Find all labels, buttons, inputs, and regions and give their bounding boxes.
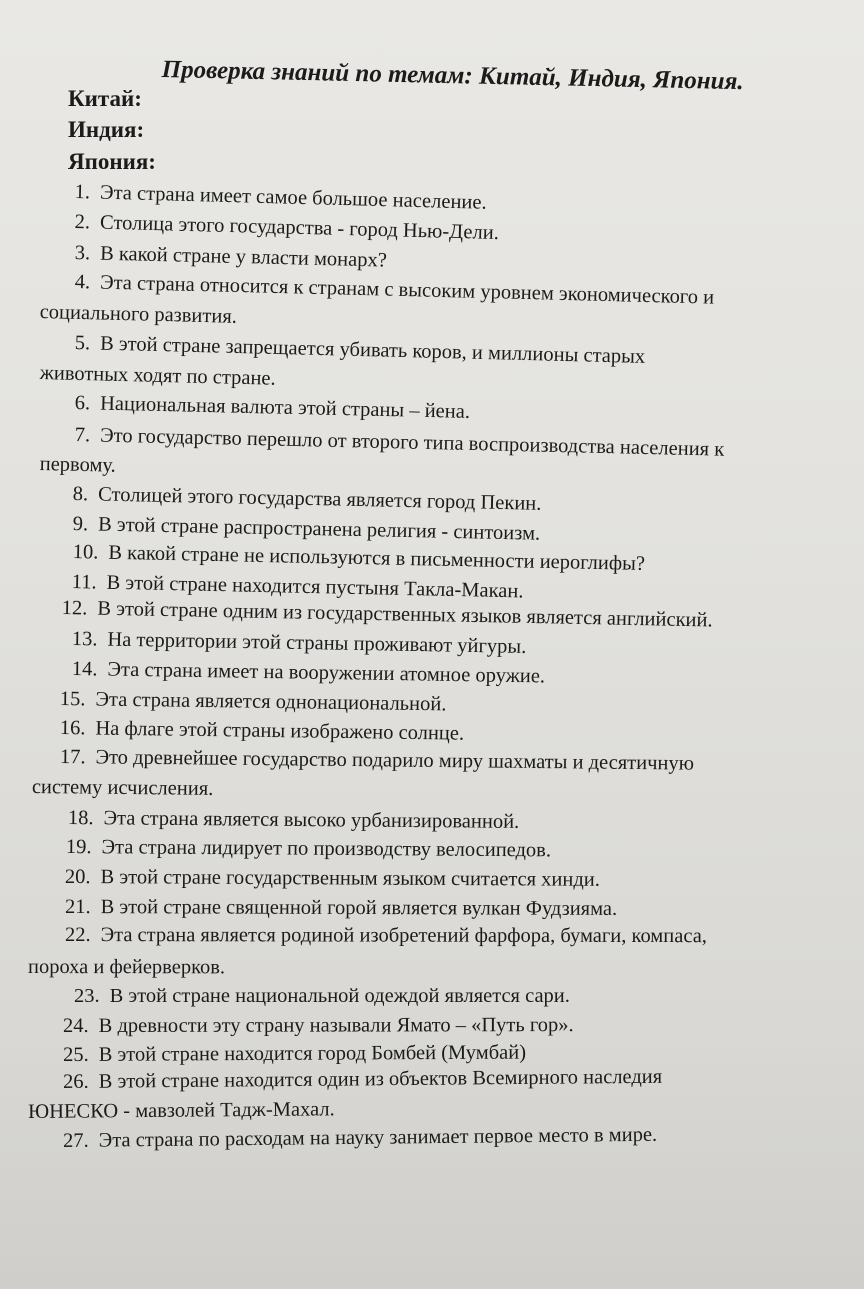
question-text: На территории этой страны проживают уйгуры. [107,628,527,658]
question-text: Это древнейшее государство подарило миру шахматы и десятичную [95,746,695,775]
question-text: В этой стране распространена религия - синтоизм. [97,513,541,545]
question-item [74,424,724,462]
country-label-india: Индия: [68,117,145,142]
question-number: 21. [64,896,91,919]
question-number: 14. [71,658,98,681]
question-text: В какой стране у власти монарх? [99,242,388,272]
question-item [72,658,546,688]
question-text: Эта страна лидирует по производству велосипедов. [101,836,552,862]
question-item [60,688,447,716]
question-item [63,1124,657,1153]
question-number: 9. [72,513,89,536]
question-item [74,211,499,245]
question-text: В древности эту страну называли Ямато – «Путь гор». [98,1014,574,1037]
page-title: Проверка знаний по темам: Китай, Индия, Япония. [161,56,744,96]
question-number: 11. [71,571,97,594]
question-number: 19. [65,836,92,859]
question-text: В этой стране находится один из объектов Всемирного наследия [98,1065,663,1093]
question-text-continuation: ЮНЕСКО - мавзолей Тадж-Махал. [28,1098,335,1123]
question-text: В этой стране запрещается убивать коров, и миллионы старых [99,332,646,368]
country-label-japan: Япония: [68,149,156,174]
question-item [63,1066,662,1094]
question-text: Это государство перешло от второго типа воспроизводства населения к [99,424,725,461]
question-item [72,628,527,659]
question-item [60,717,465,746]
question-item [63,1014,574,1038]
question-text: В этой стране священной горой является вулкан Фудзияма. [100,896,618,920]
question-item [68,807,520,834]
question-text: В этой стране национальной одеждой является сари. [109,985,570,1007]
question-item [65,924,707,948]
question-text: Национальная валюта этой страны – йена. [99,392,471,423]
question-number: 6. [74,392,91,415]
question-text: Эта страна имеет на вооружении атомное оружие. [107,658,546,688]
question-text-continuation: систему исчисления. [31,776,214,800]
question-number: 22. [64,924,91,947]
question-number: 13. [71,628,98,651]
question-number: 4. [74,271,91,294]
question-number: 15. [59,688,86,711]
question-text: В этой стране находится пустыня Такла-Макан. [106,571,524,603]
country-label-china: Китай: [68,86,142,111]
question-item [74,392,470,424]
question-text: Эта страна является высоко урбанизированной. [103,807,520,833]
question-item [73,541,646,576]
question-text: Столицей этого государства является город Пекин. [97,483,542,515]
question-item [74,181,487,215]
question-item [73,513,541,546]
question-item [60,746,694,776]
question-item [65,896,617,921]
question-text: Эта страна является однонациональной. [95,688,447,716]
question-number: 5. [74,332,91,355]
question-number: 17. [59,746,86,769]
question-text: В этой стране находится город Бомбей (Мумбай) [98,1041,527,1066]
question-text: Эта страна относится к странам с высоким уровнем экономического и [99,271,715,309]
question-text: В этой стране государственным языком считается хинди. [100,866,600,891]
question-text: В этой стране одним из государственных языков является английский. [97,597,713,632]
question-text: Эта страна по расходам на науку занимает первое место в мире. [98,1123,658,1152]
question-number: 26. [63,1070,89,1093]
question-text-continuation: пороха и фейерверков. [27,956,226,979]
question-text: В какой стране не используются в письменности иероглифы? [108,541,646,575]
question-number: 10. [72,541,99,564]
question-number: 7. [74,424,91,447]
question-number: 18. [67,807,94,830]
question-item [74,242,387,273]
question-item [66,836,551,862]
question-text: Эта страна имеет самое большое население. [99,181,487,214]
question-text-continuation: социального развития. [39,301,238,328]
question-number: 2. [74,211,91,234]
question-text: На флаге этой страны изображено солнце. [95,717,465,745]
question-item [74,985,570,1008]
question-text-continuation: животных ходят по стране. [39,362,276,390]
question-number: 16. [59,717,86,740]
question-number: 12. [61,597,88,620]
question-number: 1. [74,181,91,204]
question-item [74,332,645,369]
question-item [63,1042,526,1067]
question-number: 24. [63,1014,89,1037]
question-text: Эта страна является родиной изобретений фарфора, бумаги, компаса, [100,924,707,948]
question-number: 8. [72,483,89,506]
question-number: 23. [74,985,100,1007]
question-number: 27. [63,1129,89,1152]
question-item [65,866,600,892]
question-text-continuation: первому. [39,453,116,477]
question-item [62,597,713,632]
question-number: 20. [64,866,91,889]
question-item [73,483,542,516]
question-number: 3. [74,242,91,265]
question-number: 25. [63,1043,89,1066]
question-text: Столица этого государства - город Нью-Дели. [99,211,500,245]
